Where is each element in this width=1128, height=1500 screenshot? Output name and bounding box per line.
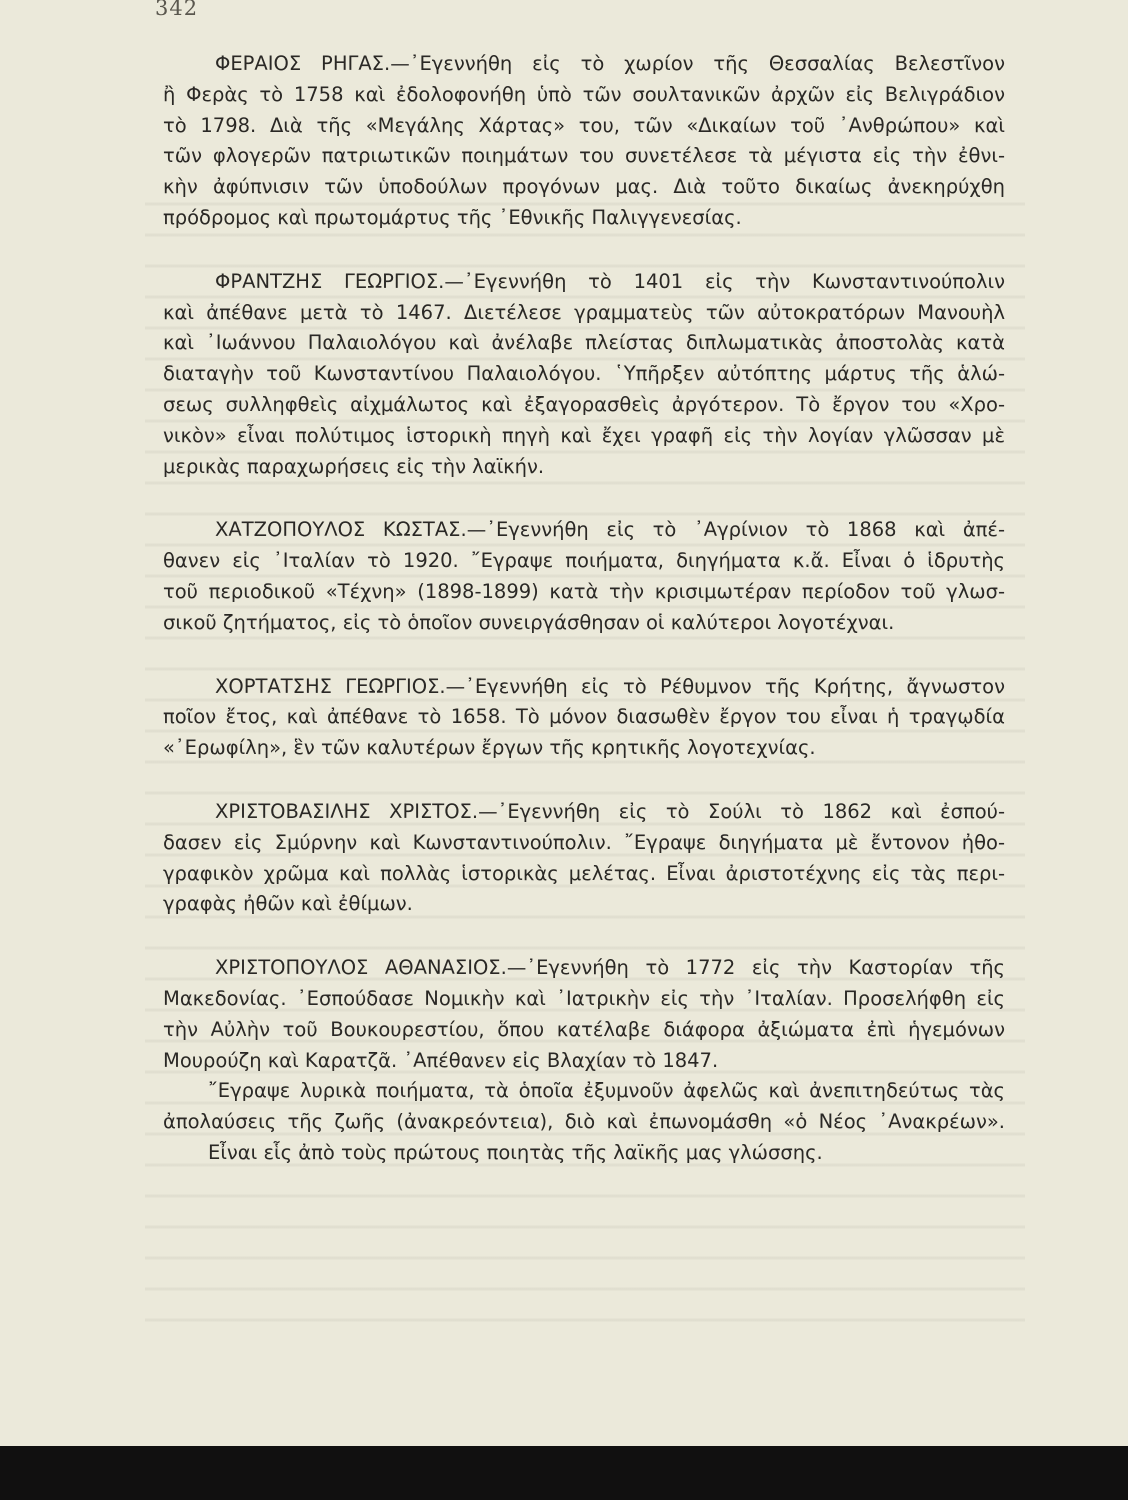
text-line: ΧΡΙΣΤΟΒΑΣΙΛΗΣ ΧΡΙΣΤΟΣ.—᾿Εγεννήθη εἰς τὸ Σούλι τὸ 1862 καὶ ἐσπού- [215, 799, 1005, 823]
text-line: θανεν εἰς ᾿Ιταλίαν τὸ 1920. ῎Εγραψε ποιήματα, διηγήματα κ.ἄ. Εἶναι ὁ ἱδρυτὴς [163, 549, 1005, 573]
text-line: σεως συλληφθεὶς αἰχμάλωτος καὶ ἐξαγορασθεὶς ἀργότερον. Τὸ ἔργον του «Χρο- [163, 392, 1005, 416]
scan-bottom-edge [0, 1446, 1128, 1500]
text-line: ΦΡΑΝΤΖΗΣ ΓΕΩΡΓΙΟΣ.—᾿Εγεννήθη τὸ 1401 εἰς τὴν Κωνσταντινούπολιν [215, 269, 1005, 293]
entry-christovasilis-christos [163, 797, 1005, 920]
text-line: τῶν φλογερῶν πατριωτικῶν ποιημάτων του συνετέλεσε τὰ μέγιστα εἰς τὴν ἐθνι- [163, 144, 1005, 168]
text-line: ῎Εγραψε λυρικὰ ποιήματα, τὰ ὁποῖα ἐξυμνοῦν ἀφελῶς καὶ ἀνεπιτηδεύτως τὰς [208, 1079, 1005, 1103]
text-line: ἢ Φερὰς τὸ 1758 καὶ ἐδολοφονήθη ὑπὸ τῶν σουλτανικῶν ἀρχῶν εἰς Βελιγράδιον [163, 82, 1005, 106]
text-line: μερικὰς παραχωρήσεις εἰς τὴν λαϊκήν. [163, 454, 545, 478]
page-number: 342 [155, 0, 199, 20]
text-line: ΧΟΡΤΑΤΣΗΣ ΓΕΩΡΓΙΟΣ.—᾿Εγεννήθη εἰς τὸ Ρέθυμνον τῆς Κρήτης, ἄγνωστον [215, 674, 1005, 698]
text-line: δασεν εἰς Σμύρνην καὶ Κωνσταντινούπολιν. ῎Εγραψε διηγήματα μὲ ἔντονον ἠθο- [163, 830, 1005, 854]
text-line: ἀπολαύσεις τῆς ζωῆς (ἀνακρεόντεια), διὸ καὶ ἐπωνομάσθη «ὁ Νέος ᾿Ανακρέων». [163, 1110, 1005, 1134]
entry-frantzis-georgios [163, 267, 1005, 483]
text-line: καὶ ᾿Ιωάννου Παλαιολόγου καὶ ἀνέλαβε πλείστας διπλωματικὰς ἀποστολὰς κατὰ [163, 331, 1005, 355]
text-line: Εἶναι εἷς ἀπὸ τοὺς πρώτους ποιητὰς τῆς λαϊκῆς μας γλώσσης. [208, 1140, 823, 1164]
text-line: Μουρούζη καὶ Καρατζᾶ. ᾿Απέθανεν εἰς Βλαχίαν τὸ 1847. [163, 1048, 719, 1072]
entry-chortatsis-georgios [163, 672, 1005, 764]
text-line: καὶ ἀπέθανε μετὰ τὸ 1467. Διετέλεσε γραμματεὺς τῶν αὐτοκρατόρων Μανουὴλ [163, 300, 1005, 324]
entry-christopoulos-athanasios [163, 953, 1005, 1169]
biography-text [163, 49, 1005, 1169]
text-line: νικὸν» εἶναι πολύτιμος ἱστορικὴ πηγὴ καὶ ἔχει γραφῆ εἰς τὴν λογίαν γλῶσσαν μὲ [163, 423, 1005, 447]
text-line: πρόδρομος καὶ πρωτομάρτυς τῆς ᾿Εθνικῆς Παλιγγενεσίας. [163, 205, 742, 229]
text-line: τοῦ περιοδικοῦ «Τέχνη» (1898-1899) κατὰ τὴν κρισιμωτέραν περίοδον τοῦ γλωσ- [163, 579, 1005, 603]
entry-feraios-rigas [163, 49, 1005, 234]
text-line: γραφὰς ἠθῶν καὶ ἐθίμων. [163, 892, 413, 916]
text-line: Μακεδονίας. ᾿Εσπούδασε Νομικὴν καὶ ᾿Ιατρικὴν εἰς τὴν ᾿Ιταλίαν. Προσελήφθη εἰς [163, 986, 1005, 1010]
text-line: σικοῦ ζητήματος, εἰς τὸ ὁποῖον συνειργάσθησαν οἱ καλύτεροι λογοτέχναι. [163, 610, 895, 634]
text-line: ΧΑΤΖΟΠΟΥΛΟΣ ΚΩΣΤΑΣ.—᾿Εγεννήθη εἰς τὸ ᾿Αγρίνιον τὸ 1868 καὶ ἀπέ- [215, 518, 1005, 542]
text-line: γραφικὸν χρῶμα καὶ πολλὰς ἱστορικὰς μελέτας. Εἶναι ἀριστοτέχνης εἰς τὰς περι- [163, 861, 1005, 885]
text-line: διαταγὴν τοῦ Κωνσταντίνου Παλαιολόγου. ῾Υπῆρξεν αὐτόπτης μάρτυς τῆς ἁλώ- [163, 362, 1005, 386]
text-line: τὸ 1798. Διὰ τῆς «Μεγάλης Χάρτας» του, τῶν «Δικαίων τοῦ ᾿Ανθρώπου» καὶ [163, 113, 1005, 137]
text-line: ΦΕΡΑΙΟΣ ΡΗΓΑΣ.—᾿Εγεννήθη εἰς τὸ χωρίον τῆς Θεσσαλίας Βελεστῖνον [215, 52, 1005, 75]
text-line: κὴν ἀφύπνισιν τῶν ὑποδούλων προγόνων μας. Διὰ τοῦτο δικαίως ἀνεκηρύχθη [163, 175, 1005, 199]
text-line: τὴν Αὐλὴν τοῦ Βουκουρεστίου, ὅπου κατέλαβε διάφορα ἀξιώματα ἐπὶ ἡγεμόνων [163, 1017, 1005, 1041]
text-line: «᾿Ερωφίλη», ἓν τῶν καλυτέρων ἔργων τῆς κρητικῆς λογοτεχνίας. [163, 736, 816, 760]
entry-chatzopoulos-kostas [163, 515, 1005, 638]
text-line: ποῖον ἔτος, καὶ ἀπέθανε τὸ 1658. Τὸ μόνον διασωθὲν ἔργον του εἶναι ἡ τραγῳδία [163, 705, 1005, 729]
text-line: ΧΡΙΣΤΟΠΟΥΛΟΣ ΑΘΑΝΑΣΙΟΣ.—᾿Εγεννήθη τὸ 1772 εἰς τὴν Καστορίαν τῆς [215, 956, 1005, 980]
